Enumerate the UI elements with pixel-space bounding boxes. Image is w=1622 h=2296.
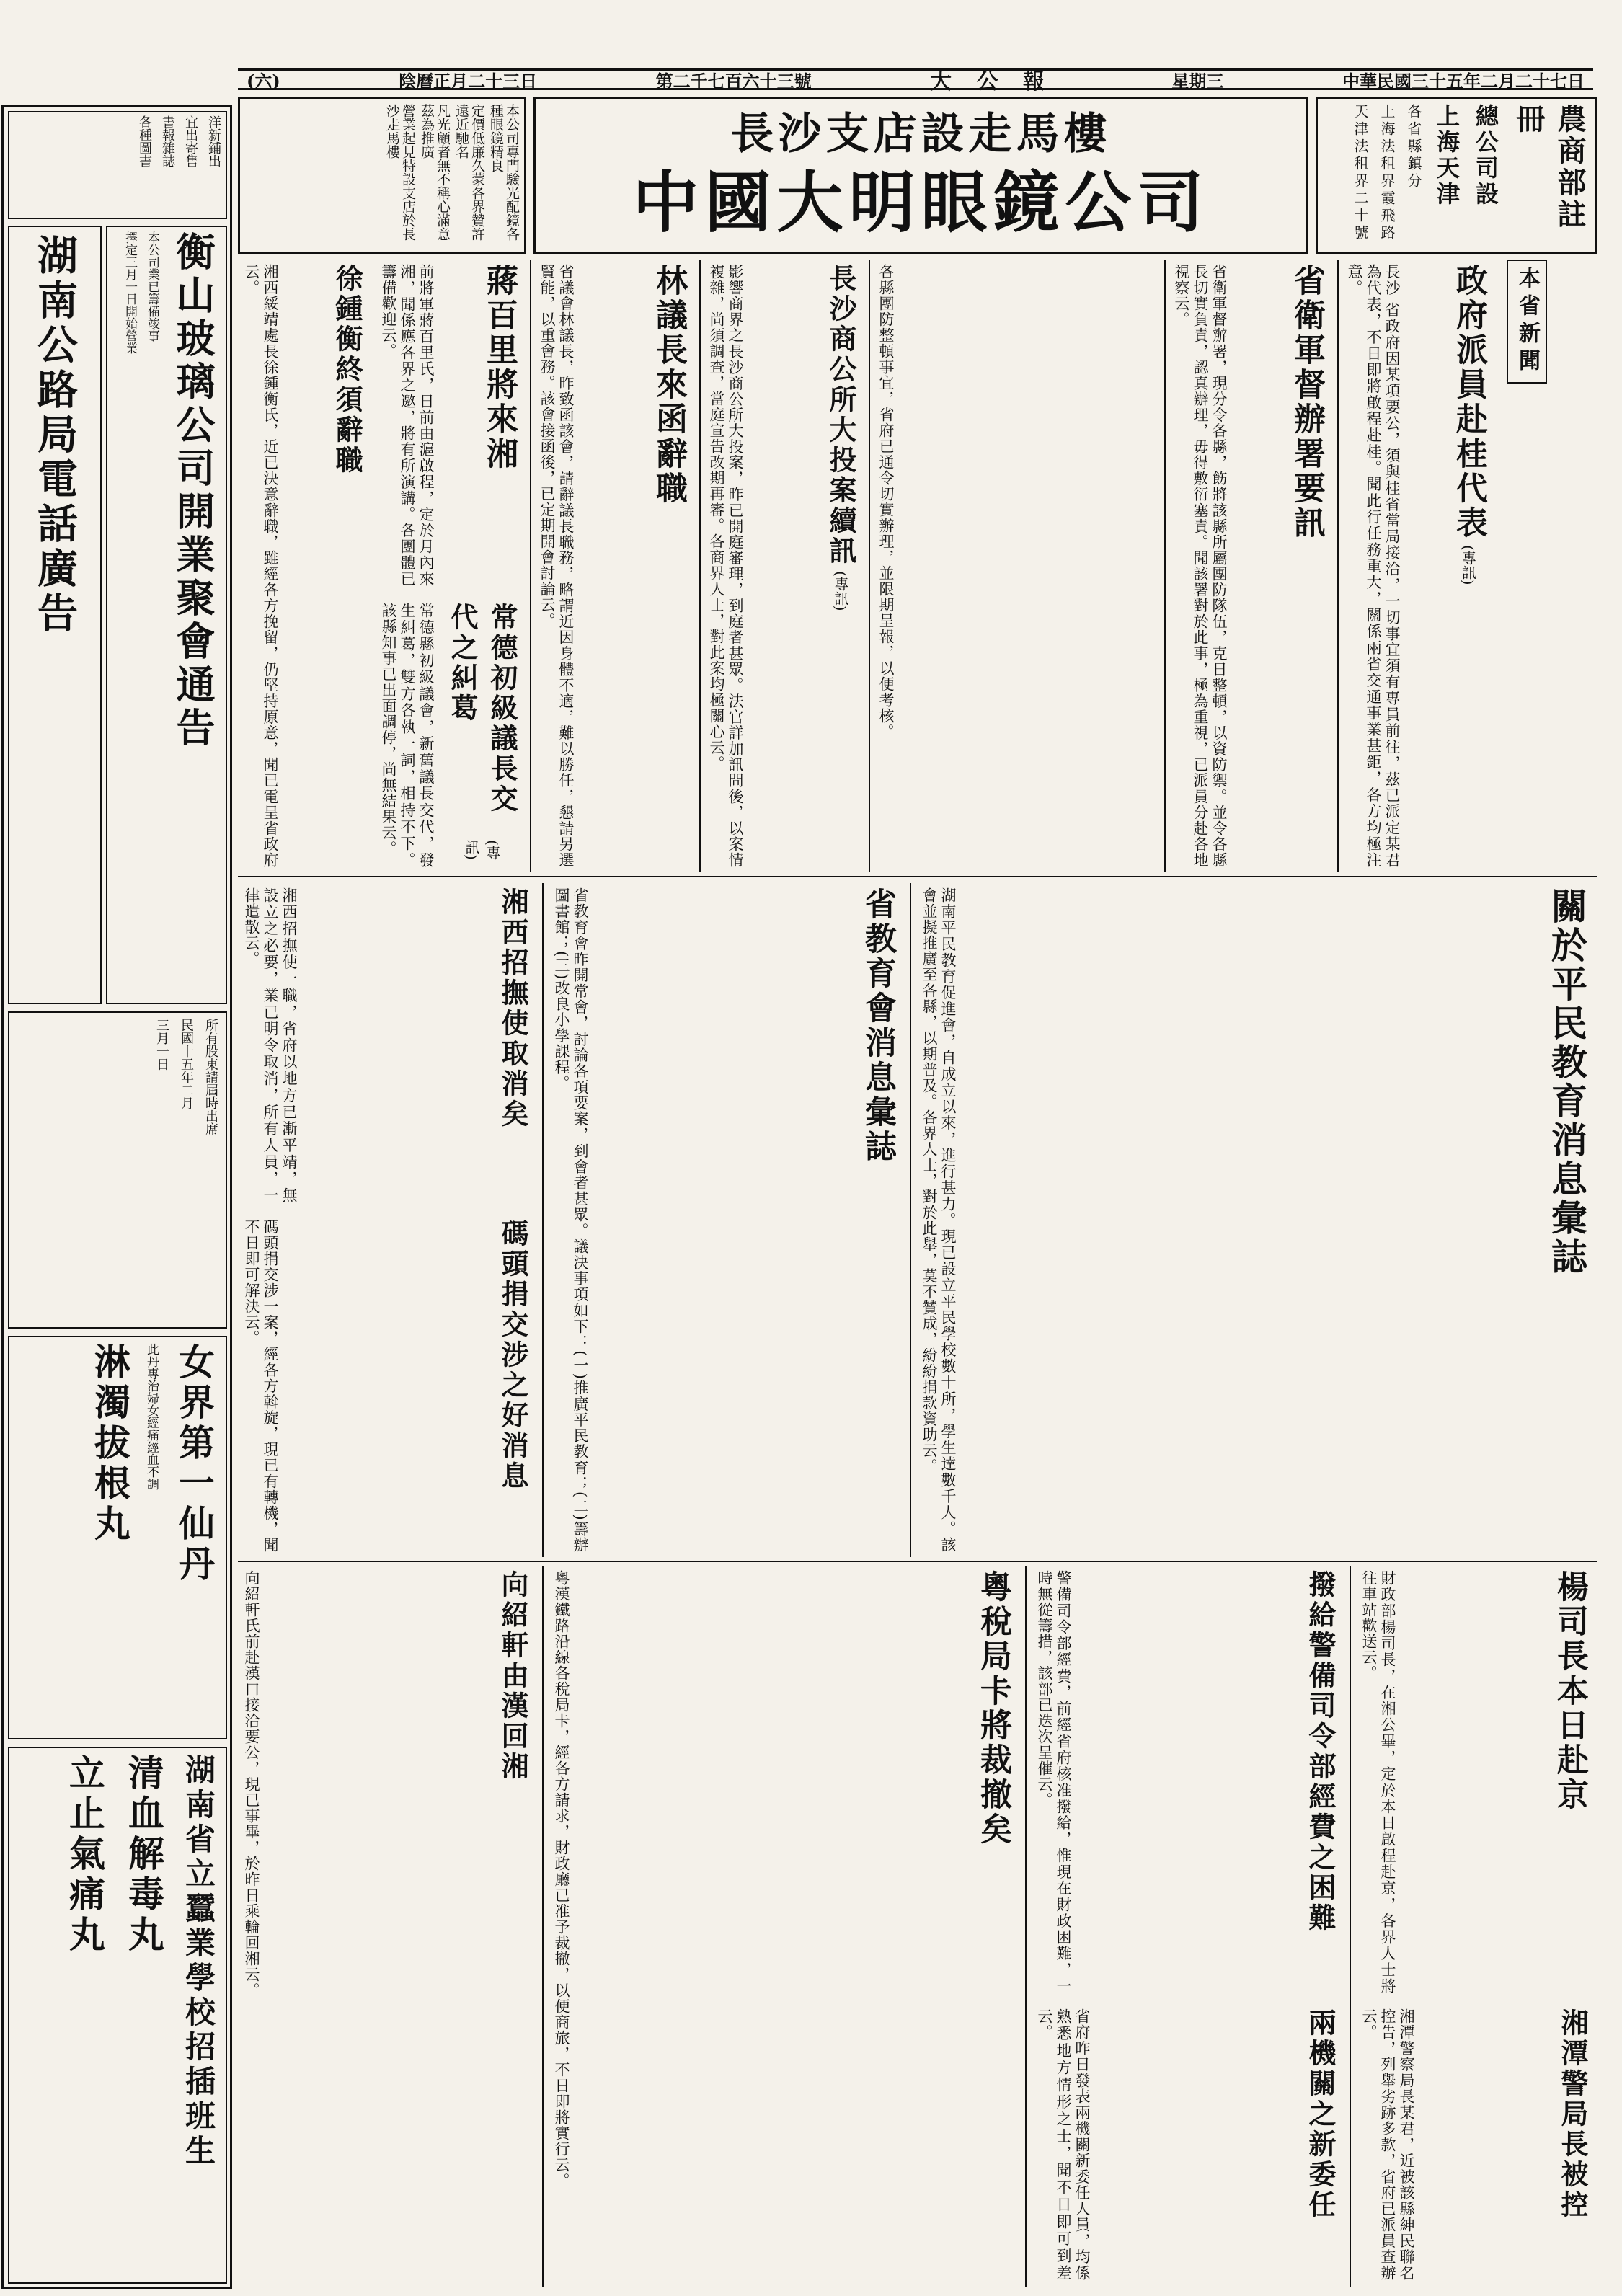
rule bbox=[869, 260, 870, 872]
notice-line: 洋新鋪出 bbox=[206, 115, 221, 167]
a14-body: 警備司令部經費，前經省府核准撥給，惟現在財政困難，一時無從籌措，該部已迭次呈催云。 bbox=[1036, 1570, 1072, 1994]
ad-pill2-title: 立止氣痛丸 bbox=[63, 1754, 106, 1956]
ad-highway-bureau bbox=[8, 226, 102, 1004]
ad-school-title: 湖南省立蠶業學校招插班生 bbox=[181, 1754, 216, 2169]
left-small-notice bbox=[8, 111, 227, 219]
lunar-date: 陰曆正月二十三日 bbox=[399, 70, 538, 92]
a2-body: 省衛軍督辦署，現分令各縣，飭將該縣所屬團防隊伍，克日整頓，以資防禦。並令各縣長切實負責，認真辦理，毋得敷衍塞責。聞該署對於此事，極為重視，已派員分赴各地視察云。 bbox=[1173, 264, 1228, 868]
a16-headline: 粵稅局卡將裁撤矣 bbox=[975, 1570, 1011, 1847]
article-a3 bbox=[703, 260, 865, 872]
ad-reg-detail3: 天津法租界二十號 bbox=[1352, 104, 1369, 242]
ad-reg-title2: 總公司設 bbox=[1472, 104, 1499, 208]
rule bbox=[530, 260, 531, 872]
ad-medicine-sub: 此丹專治婦女經痛經血不調 bbox=[144, 1343, 159, 1490]
mid-date: 三月一日 bbox=[154, 1019, 169, 1071]
ad-reg-detail2: 上海法租界霞飛路 bbox=[1378, 104, 1396, 242]
a15-headline: 兩機關之新委任 bbox=[1304, 2008, 1337, 2220]
mid-notice: 所有股東請屆時出席 bbox=[203, 1019, 218, 1135]
ad-highway-title: 湖南公路局電話廣告 bbox=[31, 234, 79, 637]
rule bbox=[1350, 1566, 1351, 2287]
ad-reg-title1: 農商部註冊 bbox=[1512, 104, 1587, 231]
a17-body: 湘潭警察局長某君，近被該縣紳民聯名控告，列舉劣跡多款，省府已派員查辦云。 bbox=[1360, 2008, 1415, 2281]
a8-body: 常德縣初級議會，新舊議長交代，發生糾葛，雙方各執一詞，相持不下。該縣知事已出面調停，尚無結果云。 bbox=[380, 603, 435, 868]
weekday: 星期三 bbox=[1171, 70, 1224, 92]
rule bbox=[1164, 260, 1166, 872]
rule bbox=[699, 260, 701, 872]
a4-headline: 林議長來函辭職 bbox=[650, 264, 687, 506]
a16-body: 粵漢鐵路沿線各稅局卡，經各方請求，財政廳已准予裁撤，以便商旅，不日即將實行云。 bbox=[553, 1570, 570, 2189]
masthead bbox=[238, 68, 1593, 94]
article-a16 bbox=[548, 1566, 1020, 2285]
section-label: 本省新聞 bbox=[1507, 260, 1547, 384]
a5-headline: 蔣百里將來湘 bbox=[481, 264, 518, 471]
ad-registration bbox=[1316, 97, 1597, 254]
ad-medicine2-title: 淋濁拔根丸 bbox=[89, 1343, 131, 1545]
rule bbox=[910, 883, 911, 1557]
ad-medicine bbox=[8, 1336, 227, 1739]
article-a5 bbox=[375, 260, 526, 591]
ad-main-line1: 長沙支店設走馬樓 bbox=[730, 109, 1112, 159]
ad-left-line: 定價低廉久蒙各界贊許遠近馳名 bbox=[453, 104, 485, 241]
a9-headline: 關於平民教育消息彙誌 bbox=[1546, 887, 1588, 1277]
ad-glass-sub: 擇定三月一日開始營業 bbox=[123, 231, 137, 354]
a6-body: 湘西綏靖處長徐鍾衡氏，近已決意辭職，雖經各方挽留，仍堅持原意，聞已電呈省政府云。 bbox=[243, 264, 279, 868]
a18-headline: 向紹軒由漢回湘 bbox=[497, 1570, 529, 1782]
a8-headline: 常德初級議長交代之糾葛 bbox=[446, 603, 518, 815]
a10-headline: 省教育會消息彙誌 bbox=[859, 887, 896, 1164]
article-a1 bbox=[1341, 260, 1496, 872]
a1-sub: (專訊) bbox=[1459, 545, 1477, 585]
article-a9 bbox=[916, 883, 1597, 1557]
ad-left-line: 營業起見特設支店於長沙走馬樓 bbox=[384, 104, 416, 241]
a10-body: 省教育會昨開常會，討論各項要案，到會者甚眾。議決事項如下：(一)推廣平民教育；(二)籌辦圖書館；(三)改良小學課程。 bbox=[553, 887, 589, 1553]
a1-headline: 政府派員赴桂代表 bbox=[1450, 264, 1487, 541]
ad-left-line: 本公司專門驗光配鏡各種眼鏡精良 bbox=[488, 104, 520, 241]
ad-glass-sub: 本公司業已籌備竣事 bbox=[145, 231, 159, 342]
a11-headline: 湘西招撫使取消矣 bbox=[497, 887, 529, 1130]
rule bbox=[542, 1566, 544, 2287]
ad-reg-title3: 上海天津 bbox=[1433, 104, 1461, 208]
ad-glass-company bbox=[106, 226, 227, 1004]
issue-number: 第二千七百六十三號 bbox=[655, 70, 812, 92]
a14-headline: 撥給警備司令部經費之困難 bbox=[1304, 1570, 1337, 1933]
a8-sub: (專訊) bbox=[463, 840, 501, 860]
notice-line: 書報雜誌 bbox=[160, 115, 175, 167]
a3-body: 影響商界之長沙商公所大投案，昨已開庭審理，到庭者甚眾。法官詳加訊問後，以案情複雜，尚須調查，當庭宣告改期再審。各商界人士，對此案均極關心云。 bbox=[708, 264, 744, 868]
mid-date: 民國十五年二月 bbox=[179, 1019, 194, 1109]
article-a8 bbox=[375, 598, 526, 872]
article-a7 bbox=[872, 260, 1161, 872]
paper-name: 大 公 報 bbox=[930, 69, 1054, 94]
article-a2 bbox=[1168, 260, 1334, 872]
article-a6 bbox=[238, 260, 371, 872]
a5-body: 前將軍蔣百里氏，日前由滬啟程，定於月內來湘，聞係應各界之邀，將有所演講。各團體已籌備歡迎云。 bbox=[380, 264, 435, 587]
article-a17 bbox=[1355, 2004, 1597, 2285]
a6-headline: 徐鍾衡終須辭職 bbox=[331, 264, 363, 476]
ad-pill-title: 清血解毒丸 bbox=[123, 1754, 165, 1956]
a13-headline: 楊司長本日赴京 bbox=[1551, 1570, 1588, 1812]
article-a12 bbox=[238, 1215, 537, 1557]
ad-medicine-title: 女界第一仙丹 bbox=[173, 1343, 216, 1585]
a11-body: 湘西招撫使一職，省府以地方已漸平靖，無設立之必要，業已明令取消，所有人員，一律遣散云。 bbox=[243, 887, 298, 1203]
article-a14 bbox=[1031, 1566, 1344, 1998]
article-a4 bbox=[533, 260, 696, 872]
a2-headline: 省衛軍督辦署要訊 bbox=[1288, 264, 1325, 541]
ad-main-glasses bbox=[533, 97, 1308, 254]
a13-body: 財政部楊司長，在湘公畢，定於本日啟程赴京，各界人士將往車站歡送云。 bbox=[1360, 1570, 1396, 1994]
a7-body: 各縣團防整頓事宜，省府已通令切實辦理，並限期呈報，以便考核。 bbox=[877, 264, 895, 740]
a18-body: 向紹軒氏前赴漢口接洽要公，現已事畢，於昨日乘輪回湘云。 bbox=[243, 1570, 260, 1998]
ad-left-top bbox=[238, 97, 526, 254]
a3-headline: 長沙商公所大投案續訊 bbox=[825, 264, 857, 567]
ad-main-line2: 中國大明眼鏡公司 bbox=[632, 164, 1210, 241]
a3-sub: (專訊) bbox=[832, 571, 849, 611]
a15-body: 省府昨日發表兩機關新委任人員，均係熟悉地方情形之士，聞不日即可到差云。 bbox=[1036, 2008, 1091, 2281]
ad-glass-title: 衡山玻璃公司開業聚會通告 bbox=[170, 231, 216, 750]
a17-headline: 湘潭警局長被控 bbox=[1556, 2008, 1589, 2220]
issue-page: (六) bbox=[247, 70, 280, 92]
rule bbox=[238, 876, 1597, 877]
rule bbox=[542, 883, 544, 1557]
ad-reg-detail1: 各省縣鎮分 bbox=[1405, 104, 1422, 190]
a12-body: 碼頭捐交涉一案，經各方斡旋，現已有轉機，聞不日即可解決云。 bbox=[243, 1219, 279, 1553]
notice-line: 各種圖書 bbox=[137, 115, 152, 167]
rule bbox=[1337, 260, 1339, 872]
rule bbox=[238, 1561, 1597, 1562]
left-ad-strip bbox=[1, 105, 232, 2289]
article-a18 bbox=[238, 1566, 537, 2285]
ad-notice-mid bbox=[8, 1011, 227, 1329]
a9-body: 湖南平民教育促進會，自成立以來，進行甚力。現已設立平民學校數十所，學生達數千人。該會並擬推廣至各縣，以期普及。各界人士，對於此舉，莫不贊成，紛紛捐款資助云。 bbox=[921, 887, 957, 1553]
article-a15 bbox=[1031, 2004, 1344, 2285]
date: 中華民國三十五年二月二十七日 bbox=[1342, 70, 1585, 92]
a1-body: 長沙 省政府因某項要公，須與桂省當局接洽，一切事宜須有專員前往，茲已派定某君為代表，不日即將啟程赴桂。聞此行任務重大，關係兩省交通事業甚鉅，各方均極注意。 bbox=[1346, 264, 1401, 868]
article-a10 bbox=[548, 883, 905, 1557]
article-a11 bbox=[238, 883, 537, 1207]
a12-headline: 碼頭捐交涉之好消息 bbox=[497, 1219, 529, 1491]
ad-school bbox=[8, 1747, 227, 2284]
rule bbox=[1025, 1566, 1027, 2287]
a4-body: 省議會林議長，昨致函該會，請辭議長職務，略謂近因身體不適，難以勝任，懇請另選賢能，以重會務。該會接函後，已定期開會討論云。 bbox=[539, 264, 575, 868]
article-a13 bbox=[1355, 1566, 1597, 1998]
ad-left-line: 凡光顧者無不稱心滿意茲為推廣 bbox=[419, 104, 451, 241]
notice-line: 宜出寄售 bbox=[183, 115, 198, 167]
